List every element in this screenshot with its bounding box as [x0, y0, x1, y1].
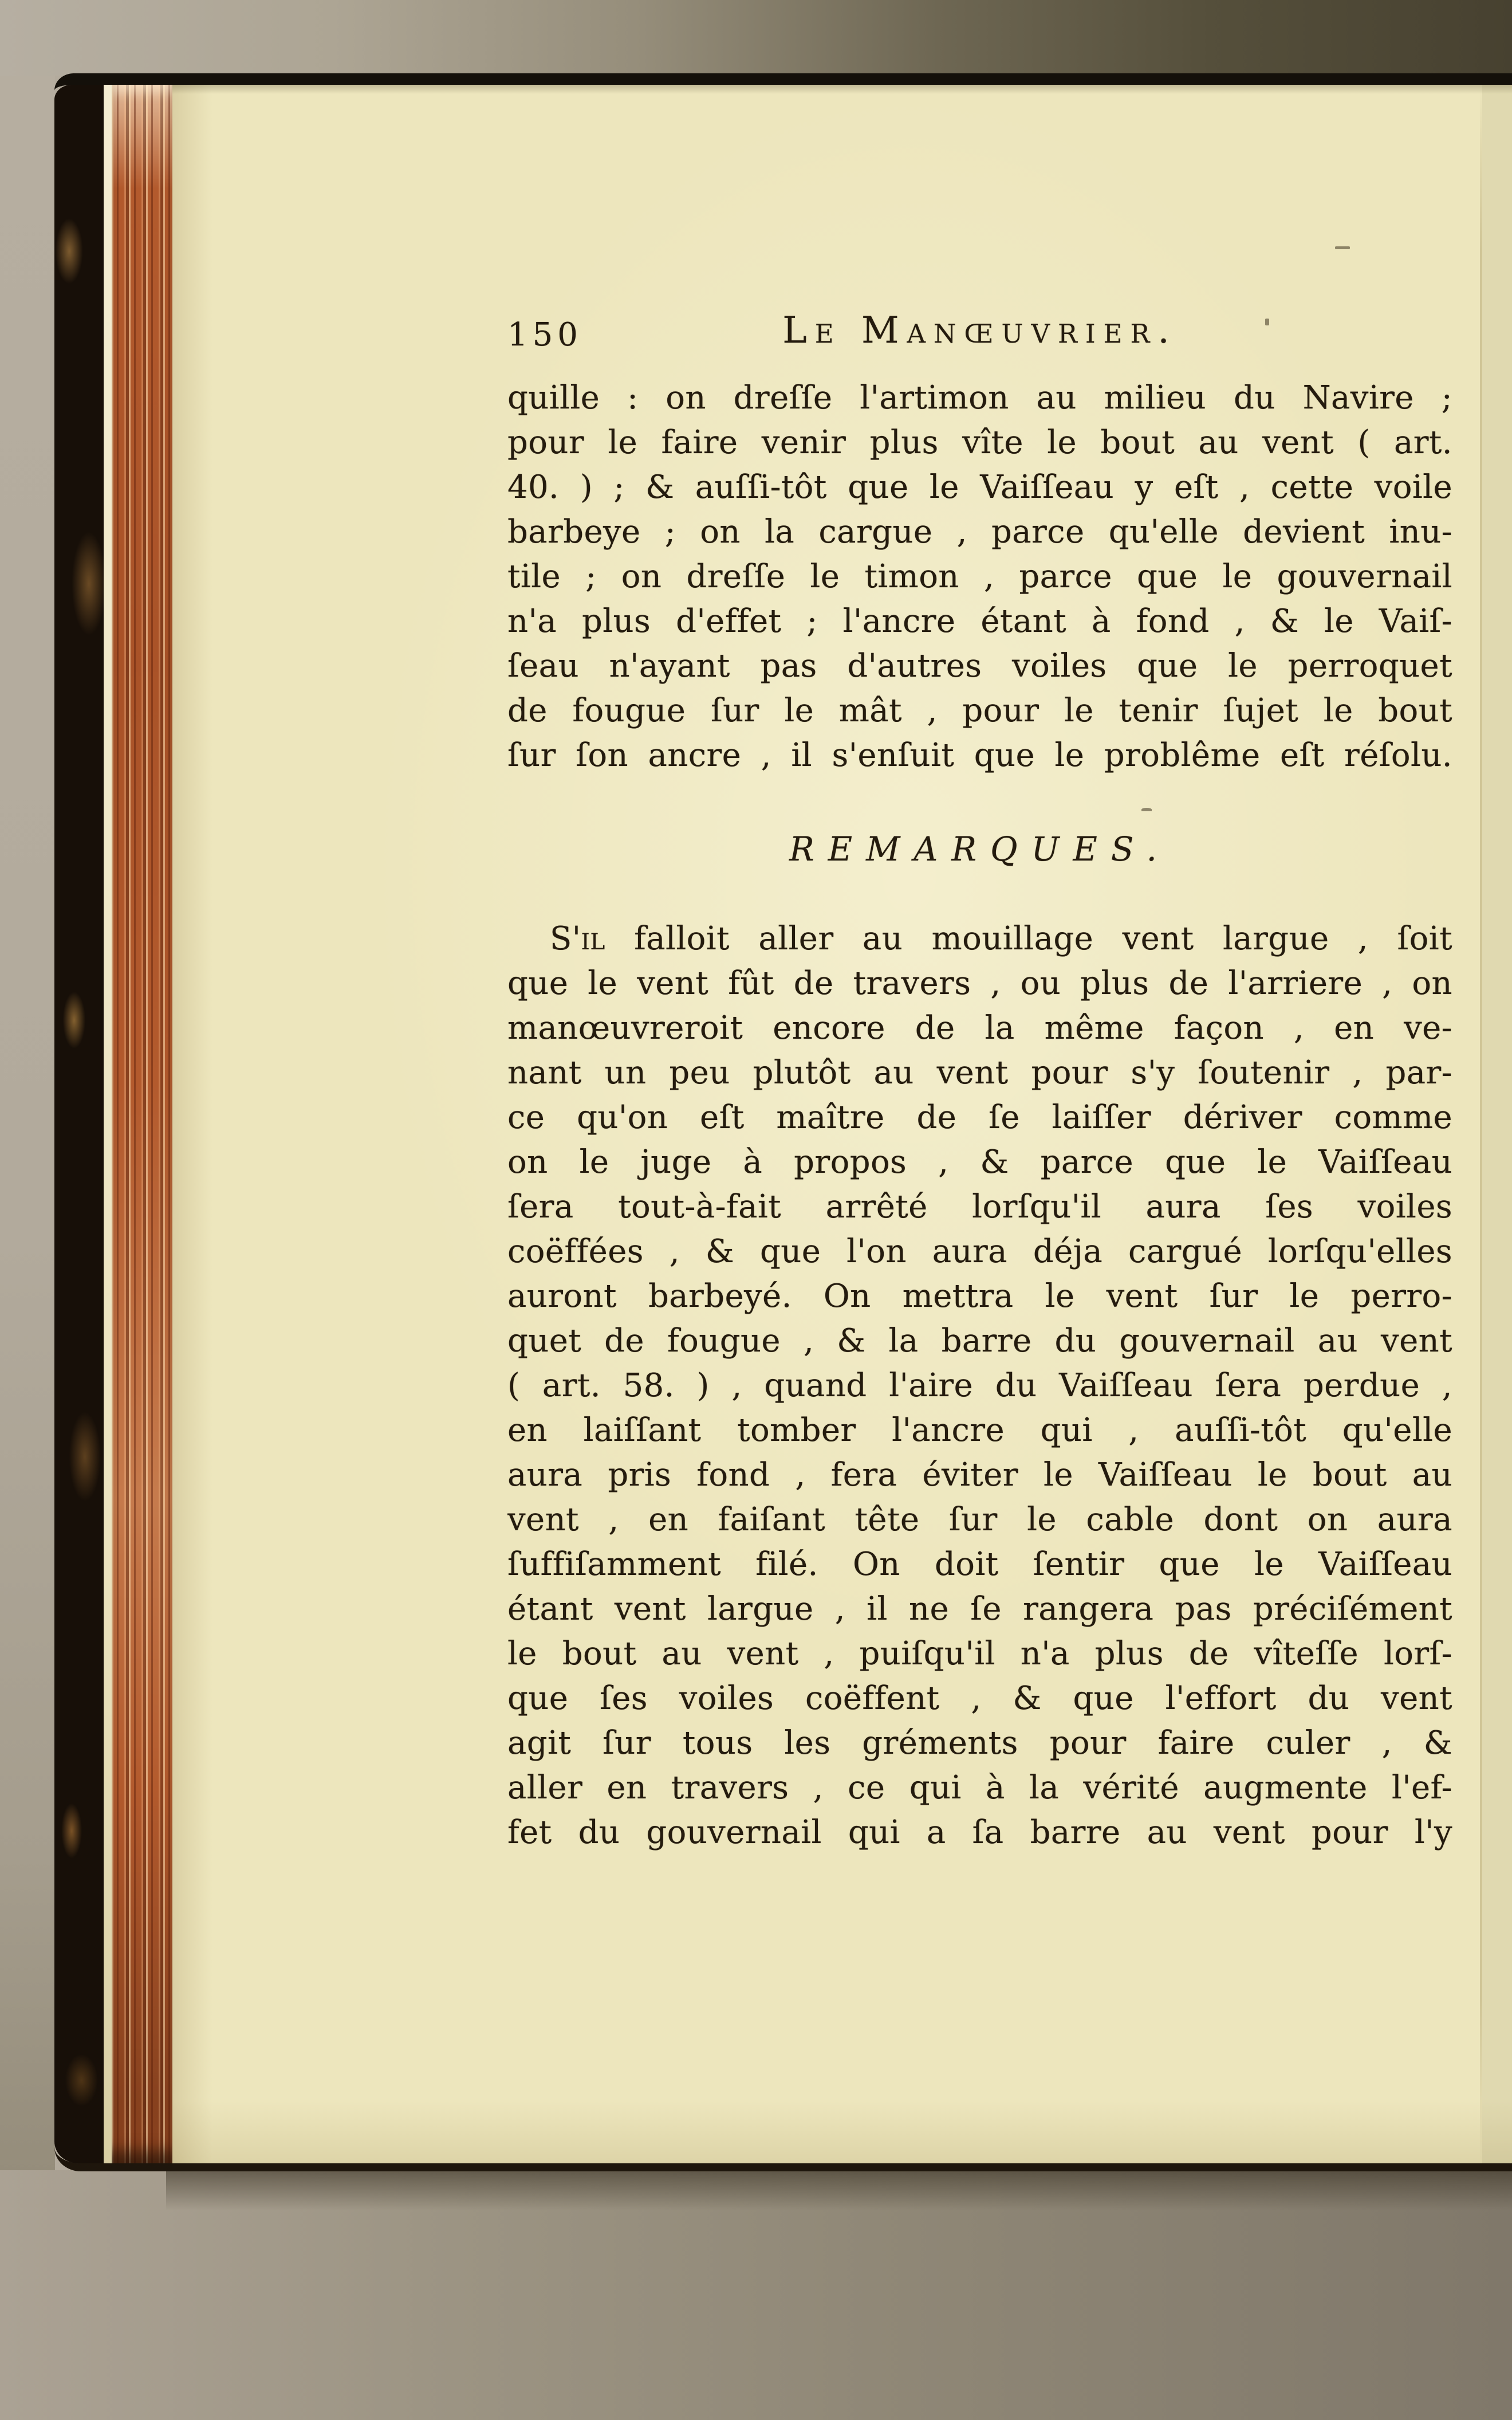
book-cover-edge	[54, 85, 104, 2163]
text-line: fet du gouvernail qui a ſa barre au vent pour l'y	[507, 1814, 1452, 1851]
running-title: Le Manœuvrier.	[782, 309, 1178, 352]
paragraph-1	[507, 376, 1452, 778]
text-line: le bout au vent , puiſqu'il n'a plus de vîteſſe lorſ-	[507, 1635, 1452, 1672]
text-line: auront barbeyé. On mettra le vent ſur le perro-	[507, 1278, 1452, 1315]
paragraph-2-lines	[507, 961, 1452, 1855]
first-line-rest: falloit aller au mouillage vent largue , ſoit	[605, 920, 1452, 957]
text-line: quet de fougue , & la barre du gouvernail au vent	[507, 1322, 1452, 1360]
text-line: tile ; on dreſſe le timon , parce que le gouvernail	[507, 558, 1452, 595]
section-heading: REMARQUES.	[789, 830, 1171, 869]
text-line: coëffées , & que l'on aura déja cargué lorſqu'elles	[507, 1233, 1452, 1270]
text-line: agit ſur tous les gréments pour faire culer , &	[507, 1724, 1452, 1762]
text-line: barbeye ; on la cargue , parce qu'elle devient inu-	[507, 513, 1452, 551]
text-line: étant vent largue , il ne ſe rangera pas préciſément	[507, 1590, 1452, 1628]
text-block	[507, 85, 1452, 1855]
text-line: 40. ) ; & auſſi-tôt que le Vaiſſeau y eſt , cette voile	[507, 469, 1452, 506]
text-line: ce qu'on eſt maître de ſe laiſſer dériver comme	[507, 1099, 1452, 1136]
endpaper-sliver	[104, 85, 112, 2163]
text-line: que le vent fût de travers , ou plus de l'arriere , on	[507, 965, 1452, 1002]
text-line: en laiſſant tomber l'ancre qui , auſſi-tôt qu'elle	[507, 1412, 1452, 1449]
text-line: on le juge à propos , & parce que le Vaiſſeau	[507, 1144, 1452, 1181]
text-line: vent , en faiſant tête ſur le cable dont on aura	[507, 1501, 1452, 1538]
text-line: quille : on dreſſe l'artimon au milieu du Navire ;	[507, 379, 1452, 417]
text-line: n'a plus d'effet ; l'ancre étant à fond , & le Vaiſ-	[507, 603, 1452, 640]
text-line: pour le faire venir plus vîte le bout au vent ( art.	[507, 424, 1452, 461]
photo-backdrop-left	[0, 76, 55, 2172]
text-line: nant un peu plutôt au vent pour s'y ſoutenir , par-	[507, 1054, 1452, 1091]
page-fore-edge	[112, 85, 172, 2163]
book-shadow	[166, 2170, 1512, 2210]
text-line: ſur ſon ancre , il s'enſuit que le problême eſt réſolu.	[507, 737, 1452, 774]
book-page	[172, 85, 1512, 2163]
page-header	[507, 304, 1452, 367]
page-number: 150	[507, 316, 582, 353]
text-line: aller en travers , ce qui à la vérité augmente l'ef-	[507, 1769, 1452, 1806]
text-line: ſeau n'ayant pas d'autres voiles que le perroquet	[507, 647, 1452, 685]
photo-backdrop-top	[0, 0, 1512, 76]
text-line: manœuvreroit encore de la même façon , en ve-	[507, 1009, 1452, 1047]
book	[54, 73, 1512, 2171]
text-line: de fougue ſur le mât , pour le tenir ſujet le bout	[507, 692, 1452, 729]
text-line: ſera tout-à-fait arrêté lorſqu'il aura ſes voiles	[507, 1188, 1452, 1225]
text-line: ſuffiſamment filé. On doit ſentir que le Vaiſſeau	[507, 1546, 1452, 1583]
paragraph-lead-word: S'il	[550, 920, 605, 957]
text-line: que ſes voiles coëffent , & que l'effort du vent	[507, 1680, 1452, 1717]
paragraph-2	[507, 917, 1452, 1855]
text-line: ( art. 58. ) , quand l'aire du Vaiſſeau ſera perdue ,	[507, 1367, 1452, 1404]
text-line: aura pris fond , fera éviter le Vaiſſeau le bout au	[507, 1456, 1452, 1494]
text-line	[507, 917, 1452, 961]
page-right-margin	[1482, 85, 1512, 2163]
